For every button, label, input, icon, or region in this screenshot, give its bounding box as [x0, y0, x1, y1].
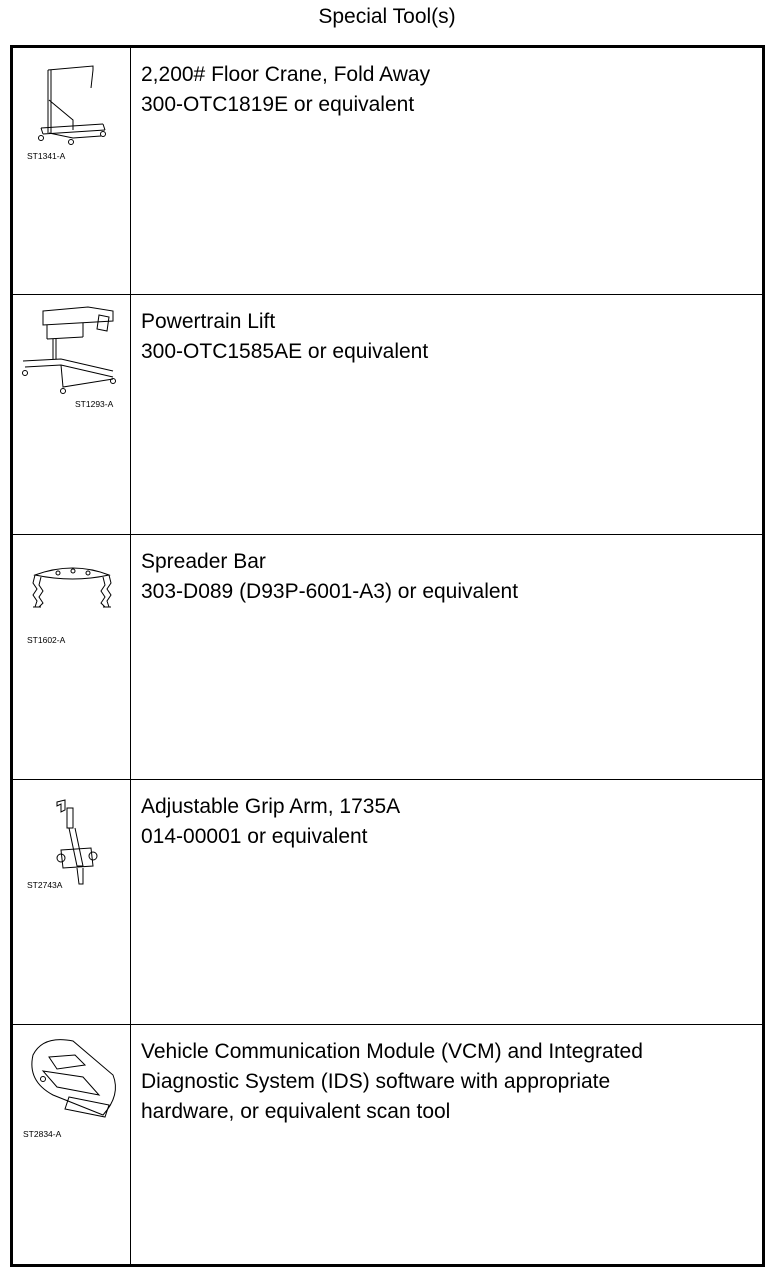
powertrain-lift-icon: [13, 295, 130, 535]
tool-description: [141, 60, 752, 120]
tool-image-code: ST1293-A: [75, 399, 114, 409]
tool-name-line-3: hardware, or equivalent scan tool: [141, 1100, 451, 1123]
tool-illustration-cell: [13, 780, 131, 1025]
floor-crane-icon: [13, 48, 130, 294]
table-row: [13, 534, 762, 780]
tool-name: Adjustable Grip Arm, 1735A: [141, 795, 401, 818]
table-row: [13, 1024, 762, 1265]
tool-part-number: 300-OTC1819E or equivalent: [141, 93, 415, 116]
tool-part-number: 014-00001 or equivalent: [141, 825, 368, 848]
tool-image-code: ST2834-A: [23, 1129, 62, 1139]
grip-arm-icon: [13, 780, 130, 1025]
tool-image-code: ST1341-A: [27, 151, 66, 161]
tool-image-code: ST2743A: [27, 880, 63, 890]
tool-name: Spreader Bar: [141, 550, 266, 573]
page-title: Special Tool(s): [318, 5, 456, 28]
tool-part-number: 300-OTC1585AE or equivalent: [141, 340, 429, 363]
tool-description: [141, 307, 752, 367]
tool-part-number: 303-D089 (D93P-6001-A3) or equivalent: [141, 580, 519, 603]
tool-name: Vehicle Communication Module (VCM) and Integrated: [141, 1040, 643, 1063]
tool-illustration-cell: [13, 1025, 131, 1265]
vcm-module-icon: [13, 1025, 130, 1265]
tool-illustration-cell: [13, 48, 131, 294]
tool-name: 2,200# Floor Crane, Fold Away: [141, 63, 431, 86]
tool-name: Powertrain Lift: [141, 310, 276, 333]
tool-description: [141, 1037, 752, 1127]
tool-name-line-2: Diagnostic System (IDS) software with appropriate: [141, 1070, 611, 1093]
tool-description: [141, 547, 752, 607]
table-row: [13, 779, 762, 1025]
tool-image-code: ST1602-A: [27, 635, 66, 645]
table-row: [13, 48, 762, 294]
tool-description: [141, 792, 752, 852]
spreader-bar-icon: [13, 535, 130, 780]
special-tools-table: [10, 45, 765, 1267]
tool-illustration-cell: [13, 295, 131, 535]
table-row: [13, 294, 762, 535]
tool-illustration-cell: [13, 535, 131, 780]
